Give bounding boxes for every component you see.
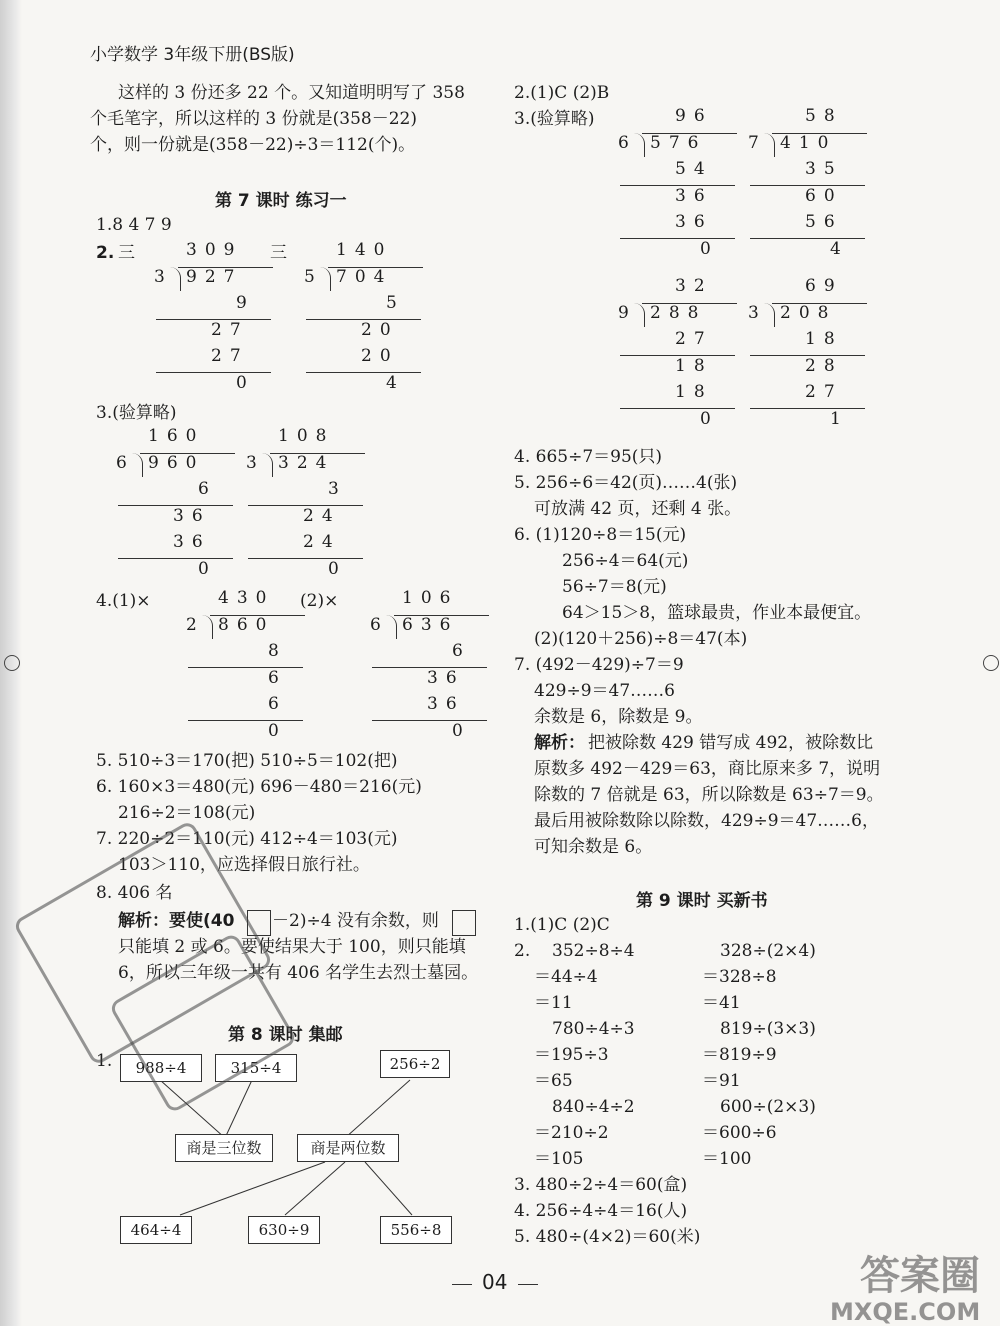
footer-dash-left [452,1284,472,1285]
r-div-3-step-0: 18 [805,329,843,349]
tree-line-4 [180,1162,325,1215]
q3-div-a-bracket [132,453,143,477]
s7-q2-label: 2. [96,243,115,263]
s7-q8c: 6，所以三年级一共有 406 名学生去烈士墓园。 [118,963,479,983]
r-div-2-step-3: 0 [700,408,719,429]
page-number: 04 [482,1270,508,1294]
s9-q5: 5. 480÷(4×2)＝60(米) [514,1227,701,1247]
s8-q1-label: 1. [96,1051,113,1071]
r-q5b: 可放满 42 页，还剩 4 张。 [534,499,742,519]
q3-div-b-divisor: 3 [246,452,265,473]
q2-div-a-dividend: 927 [186,266,243,287]
r-jiexi-label: 解析： [534,733,585,753]
q3-div-b-dividend: 324 [278,452,335,473]
s9-q2-left-4: ＝195÷3 [534,1045,609,1065]
r-jiexi-4: 最后用被除数除以除数，429÷9＝47……6， [534,811,879,831]
s7-q4-label: 4.(1)× [96,591,151,611]
r-div-0-divisor: 6 [618,132,637,153]
intro-line-2: 个毛笔字，所以这样的 3 份就是(358－22) [90,109,417,129]
tree-bottom-2: 630÷9 [248,1216,320,1244]
q3-div-a-divisor: 6 [116,452,135,473]
s7-q8: 8. 406 名 [96,883,173,903]
q4-div-a-step-3: 0 [268,720,287,741]
r-div-2-quotient: 32 [675,276,713,296]
s7-q2-mark-a: 三 [118,243,135,263]
r-div-3-bracket [764,303,775,327]
s9-q2-left-6: 840÷4÷2 [552,1097,635,1117]
r-div-0-step-2: 36 [675,212,713,232]
section-9-title: 第 9 课时 买新书 [636,891,768,911]
r-div-3-step-3: 1 [830,408,849,429]
r-jiexi-2: 原数多 492－429＝63，商比原来多 7，说明 [534,759,881,779]
q4-div-a-step-2: 6 [268,694,287,714]
s7-q7b: 103＞110，应选择假日旅行社。 [118,855,370,875]
r-div-3-step-2: 27 [805,382,843,402]
r-div-0-bracket [634,133,645,157]
tree-mid-1: 商是三位数 [175,1134,273,1162]
q2-div-b-step-0: 5 [386,293,405,313]
section-8-title: 第 8 课时 集邮 [228,1025,343,1045]
q2-div-a-step-1: 27 [211,319,249,340]
tree-line-3 [345,1080,410,1138]
crop-mark-left-icon [4,655,20,671]
s7-q1: 1.8 4 7 9 [96,215,172,235]
tree-bottom-1: 464÷4 [120,1216,192,1244]
s9-q3: 3. 480÷2÷4＝60(盒) [514,1175,688,1195]
q2-div-a-step-3: 0 [236,372,255,393]
r-q6e: (2)(120＋256)÷8＝47(本) [534,629,748,649]
s9-q2-left-1: ＝44÷4 [534,967,598,987]
r-jiexi-3: 除数的 7 倍就是 63，所以除数是 63÷7＝9。 [534,785,884,805]
s9-q2-left-2: ＝11 [534,993,573,1013]
q2-div-b-step-1: 20 [361,319,399,340]
q2-div-b-quotient: 140 [336,240,393,260]
s7-q2-mark-b: 三 [270,243,287,263]
r-div-3-quotient: 69 [805,276,843,296]
r-q7c: 余数是 6，除数是 9。 [534,707,703,727]
q3-div-b-step-1: 24 [303,505,341,526]
r-q6c: 56÷7＝8(元) [562,577,667,597]
r-div-0-dividend: 576 [650,132,707,153]
s7-q5: 5. 510÷3＝170(把) 510÷5＝102(把) [96,751,398,771]
s9-q2-right-1: ＝328÷8 [702,967,777,987]
s9-q2-left-3: 780÷4÷3 [552,1019,635,1039]
tree-line-5 [285,1162,345,1215]
r-div-0-step-3: 0 [700,238,719,259]
r-div-2-step-1: 18 [675,355,713,376]
r-jiexi-5: 可知余数是 6。 [534,837,653,857]
tree-top-3: 256÷2 [380,1050,450,1078]
r-div-1-dividend: 410 [780,132,837,153]
tree-top-1: 988÷4 [120,1054,202,1082]
q3-div-a-dividend: 960 [148,452,205,473]
tree-mid-2: 商是两位数 [297,1134,399,1162]
s7-q4-label2: (2)× [300,591,339,611]
s9-q2-right-0: 328÷(2×4) [720,941,816,961]
q3-div-a-step-0: 6 [198,479,217,499]
tree-top-2: 315÷4 [215,1054,297,1082]
r-jiexi-1: 把被除数 429 错写成 492，被除数比 [588,733,874,753]
q4-div-a-quotient: 430 [218,588,275,608]
s7-q6b: 216÷2＝108(元) [118,803,256,823]
q3-div-a-step-2: 36 [173,532,211,552]
r-q7b: 429÷9＝47……6 [534,681,675,701]
r-div-1-step-1: 60 [805,185,843,206]
q2-div-b-step-2: 20 [361,346,399,366]
s7-q8-jiexi: 解析：要使(40 [118,911,235,931]
s9-q2-right-6: 600÷(2×3) [720,1097,816,1117]
r-div-1-step-3: 4 [830,238,849,259]
q2-div-b-step-3: 4 [386,372,405,393]
q4-div-b-step-1: 36 [427,667,465,688]
q3-div-b-step-0: 3 [328,479,347,499]
r-div-1-bracket [764,133,775,157]
q4-div-a-step-1: 6 [268,667,287,688]
r-div-0-step-0: 54 [675,159,713,179]
s7-q8-mid: －2)÷4 没有余数，则 [272,911,439,931]
r-q6d: 64＞15＞8，篮球最贵，作业本最便宜。 [562,603,872,623]
r-div-2-divisor: 9 [618,302,637,323]
s9-q2-left-0: 352÷8÷4 [552,941,635,961]
q2-div-a-step-2: 27 [211,346,249,366]
tree-line-2 [225,1080,252,1138]
crop-mark-right-icon [983,655,999,671]
r-div-3-divisor: 3 [748,302,767,323]
s9-q2-right-7: ＝600÷6 [702,1123,777,1143]
r-div-3-step-1: 28 [805,355,843,376]
q2-div-b-dividend: 704 [336,266,393,287]
q2-div-a-bracket [170,267,181,291]
s9-q2-left-5: ＝65 [534,1071,573,1091]
s7-q3-label: 3.(验算略) [96,403,177,423]
s9-q2-right-2: ＝41 [702,993,741,1013]
r-div-1-step-2: 56 [805,212,843,232]
r-div-2-step-0: 27 [675,329,713,349]
r-div-1-step-0: 35 [805,159,843,179]
intro-line-1: 这样的 3 份还多 22 个。又知道明明写了 358 [118,83,465,103]
r-div-3-dividend: 208 [780,302,837,323]
r-div-0-step-1: 36 [675,185,713,206]
s9-q2-right-4: ＝819÷9 [702,1045,777,1065]
q2-div-b-bracket [320,267,331,291]
page-header: 小学数学 3年级下册(BS版) [90,45,295,65]
watermark-logo-icon: 答案圈 [860,1253,980,1299]
q3-div-a-step-1: 36 [173,505,211,526]
footer-dash-right [518,1284,538,1285]
s9-q2-right-3: 819÷(3×3) [720,1019,816,1039]
s9-q2-right-5: ＝91 [702,1071,741,1091]
r-q6: 6. (1)120÷8＝15(元) [514,525,687,545]
s7-q8b: 只能填 2 或 6。要使结果大于 100，则只能填 [118,937,466,957]
s9-q2-right-8: ＝100 [702,1149,752,1169]
q3-div-a-quotient: 160 [148,426,205,446]
q4-div-b-divisor: 6 [370,614,389,635]
r-q3: 3.(验算略) [514,109,595,129]
r-div-2-dividend: 288 [650,302,707,323]
q4-div-b-step-0: 6 [452,641,471,661]
q2-div-b-divisor: 5 [304,266,323,287]
blank-box-2 [452,910,476,936]
q2-div-a-quotient: 309 [186,240,243,260]
q3-div-b-bracket [262,453,273,477]
watermark-site: MXQE.COM [830,1298,981,1326]
q4-div-b-dividend: 636 [402,614,459,635]
q4-div-b-bracket [386,615,397,639]
r-div-2-step-2: 18 [675,382,713,402]
q3-div-a-step-3: 0 [198,558,217,579]
r-div-1-divisor: 7 [748,132,767,153]
r-q5: 5. 256÷6＝42(页)……4(张) [514,473,738,493]
q4-div-a-bracket [202,615,213,639]
s7-q6a: 6. 160×3＝480(元) 696－480＝216(元) [96,777,422,797]
tree-line-6 [365,1162,412,1215]
q4-div-a-dividend: 860 [218,614,275,635]
tree-bottom-3: 556÷8 [380,1216,452,1244]
r-div-2-bracket [634,303,645,327]
q4-div-b-step-3: 0 [452,720,471,741]
s9-q1: 1.(1)C (2)C [514,915,610,935]
r-div-1-quotient: 58 [805,106,843,126]
q3-div-b-step-3: 0 [328,558,347,579]
r-q7: 7. (492－429)÷7＝9 [514,655,684,675]
r-q6b: 256÷4＝64(元) [562,551,689,571]
section-7-title: 第 7 课时 练习一 [215,191,347,211]
intro-line-3: 个，则一份就是(358－22)÷3＝112(个)。 [90,135,416,155]
s7-q7: 7. 220÷2＝110(元) 412÷4＝103(元) [96,829,398,849]
r-q4: 4. 665÷7＝95(只) [514,447,663,467]
r-q2: 2.(1)C (2)B [514,83,610,103]
q4-div-a-step-0: 8 [268,641,287,661]
r-div-0-quotient: 96 [675,106,713,126]
s9-q2-left-7: ＝210÷2 [534,1123,609,1143]
q4-div-a-divisor: 2 [186,614,205,635]
q3-div-b-quotient: 108 [278,426,335,446]
q3-div-b-step-2: 24 [303,532,341,552]
q4-div-b-quotient: 106 [402,588,459,608]
s9-q4: 4. 256÷4÷4＝16(人) [514,1201,688,1221]
q2-div-a-step-0: 9 [236,293,255,313]
q2-div-a-divisor: 3 [154,266,173,287]
q4-div-b-step-2: 36 [427,694,465,714]
s9-q2-label: 2. [514,941,531,961]
s9-q2-left-8: ＝105 [534,1149,584,1169]
